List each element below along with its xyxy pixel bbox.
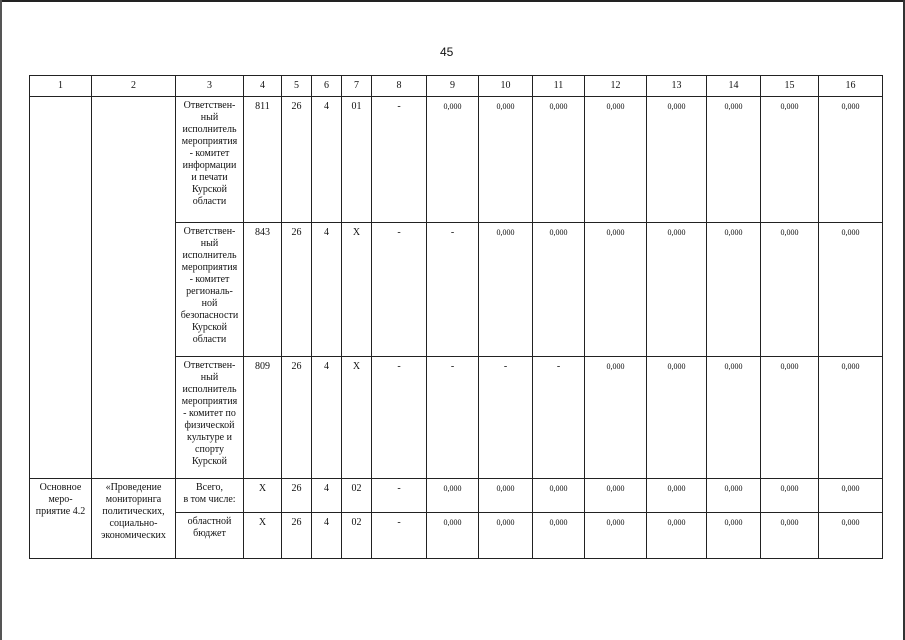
table-cell: 4 (312, 97, 342, 223)
header-cell: 2 (92, 76, 176, 97)
scan-top-edge (0, 0, 905, 2)
table-cell: 0,000 (819, 513, 883, 559)
table-cell: 02 (342, 479, 372, 513)
header-cell: 9 (427, 76, 479, 97)
table-cell: - (372, 223, 427, 357)
table-cell: 0,000 (819, 479, 883, 513)
table-cell: 0,000 (585, 97, 647, 223)
table-cell: 26 (282, 479, 312, 513)
header-cell: 3 (176, 76, 244, 97)
responsible-cell: Ответствен- ный исполнитель мероприятия - комитет по физической культуре и спорту Курской (176, 357, 244, 479)
table-cell: 0,000 (533, 479, 585, 513)
table-cell: 0,000 (819, 223, 883, 357)
table-cell: - (533, 357, 585, 479)
header-cell: 12 (585, 76, 647, 97)
table-cell: 26 (282, 97, 312, 223)
table-cell: 811 (244, 97, 282, 223)
table-cell: - (372, 513, 427, 559)
table-cell: 0,000 (707, 357, 761, 479)
table-row (30, 479, 883, 513)
table-cell: 0,000 (761, 479, 819, 513)
table-cell: 0,000 (819, 357, 883, 479)
table-cell: X (244, 479, 282, 513)
header-cell: 16 (819, 76, 883, 97)
table-cell: 0,000 (585, 357, 647, 479)
table-cell: 0,000 (819, 97, 883, 223)
table-cell: - (427, 223, 479, 357)
table-cell: - (479, 357, 533, 479)
table-cell: 02 (342, 513, 372, 559)
table-cell: - (372, 97, 427, 223)
activity-code-cell: Основное меро- приятие 4.2 (30, 479, 92, 559)
table-cell: 4 (312, 513, 342, 559)
table-cell: 0,000 (479, 97, 533, 223)
table-cell: 01 (342, 97, 372, 223)
table-cell: 0,000 (647, 357, 707, 479)
table-cell: 0,000 (585, 479, 647, 513)
header-cell: 13 (647, 76, 707, 97)
table-cell: 4 (312, 479, 342, 513)
header-cell: 10 (479, 76, 533, 97)
header-cell: 1 (30, 76, 92, 97)
header-cell: 11 (533, 76, 585, 97)
table-cell: 0,000 (761, 357, 819, 479)
table-cell: 26 (282, 223, 312, 357)
activity-name-cell: «Проведение мониторинга политических, социально- экономических (92, 479, 176, 559)
merged-empty-cell (30, 97, 92, 479)
table-cell: 4 (312, 357, 342, 479)
table-cell: 0,000 (585, 223, 647, 357)
header-cell: 8 (372, 76, 427, 97)
table-cell: 0,000 (761, 97, 819, 223)
table-cell: 0,000 (761, 513, 819, 559)
table-cell: 0,000 (647, 513, 707, 559)
table-cell: 0,000 (585, 513, 647, 559)
table-cell: 0,000 (761, 223, 819, 357)
header-cell: 5 (282, 76, 312, 97)
header-cell: 15 (761, 76, 819, 97)
header-cell: 14 (707, 76, 761, 97)
header-cell: 4 (244, 76, 282, 97)
table-cell: 0,000 (533, 223, 585, 357)
table-cell: X (244, 513, 282, 559)
responsible-cell: Всего, в том числе: (176, 479, 244, 513)
table-cell: 809 (244, 357, 282, 479)
table-cell: 0,000 (647, 97, 707, 223)
budget-table (29, 75, 883, 559)
header-cell: 6 (312, 76, 342, 97)
table-cell: 0,000 (479, 513, 533, 559)
table-cell: 0,000 (707, 97, 761, 223)
scan-left-edge (0, 0, 2, 640)
table-cell: 0,000 (533, 513, 585, 559)
header-row (30, 76, 883, 97)
table-cell: 0,000 (427, 479, 479, 513)
table-cell: 26 (282, 513, 312, 559)
table-cell: 0,000 (427, 97, 479, 223)
table-cell: 0,000 (647, 223, 707, 357)
responsible-cell: Ответствен- ный исполнитель мероприятия - комитет региональ- ной безопасности Курской области (176, 223, 244, 357)
table-cell: 4 (312, 223, 342, 357)
table-cell: 0,000 (533, 97, 585, 223)
merged-empty-cell (92, 97, 176, 479)
table-cell: 26 (282, 357, 312, 479)
table-cell: - (427, 357, 479, 479)
table-cell: X (342, 357, 372, 479)
table-cell: 0,000 (707, 223, 761, 357)
table-cell: 0,000 (707, 513, 761, 559)
table-cell: 0,000 (479, 479, 533, 513)
table-cell: 843 (244, 223, 282, 357)
responsible-cell: областной бюджет (176, 513, 244, 559)
page-number: 45 (440, 45, 454, 59)
table-cell: 0,000 (427, 513, 479, 559)
table-row (30, 97, 883, 223)
table-cell: 0,000 (647, 479, 707, 513)
table-cell: - (372, 479, 427, 513)
table-cell: 0,000 (479, 223, 533, 357)
table-cell: 0,000 (707, 479, 761, 513)
responsible-cell: Ответствен- ный исполнитель мероприятия - комитет информации и печати Курской области (176, 97, 244, 223)
table-cell: - (372, 357, 427, 479)
header-cell: 7 (342, 76, 372, 97)
table-cell: X (342, 223, 372, 357)
